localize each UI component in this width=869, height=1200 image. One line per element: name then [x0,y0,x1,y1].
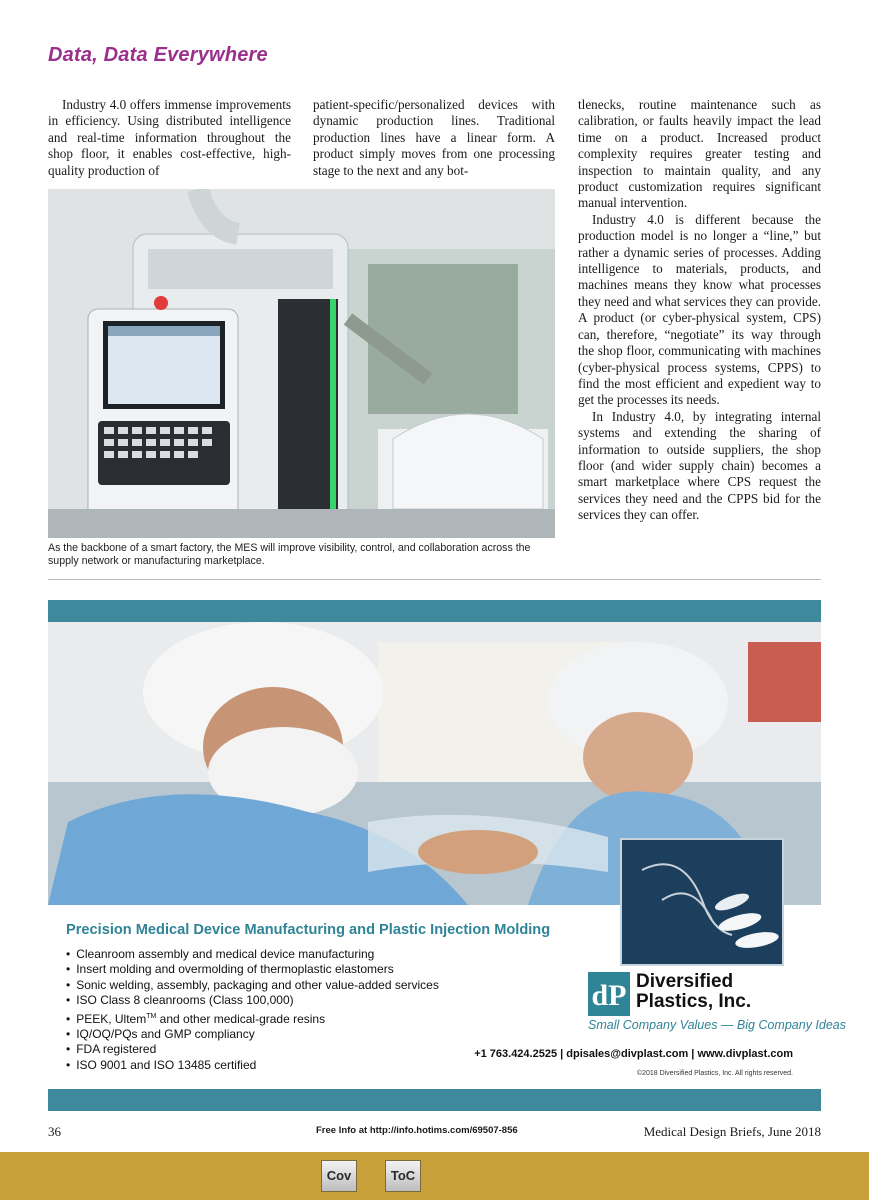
ad-headline: Precision Medical Device Manufacturing and Plastic Injection Molding [66,922,551,938]
device-inset-illustration [622,840,782,964]
ad-bullet: • Insert molding and overmolding of thermoplastic elastomers [66,962,439,977]
mes-terminal-illustration [48,189,555,538]
ad-bullet-text: and other medical-grade resins [156,1011,326,1026]
free-info-link[interactable]: Free Info at http://info.hotims.com/69507-856 [316,1125,518,1136]
ad-bullet: • ISO 9001 and ISO 13485 certified [66,1058,439,1073]
company-name-line: Diversified [636,971,734,992]
section-title: Data, Data Everywhere [48,44,268,66]
ad-bullet: • FDA registered [66,1042,439,1057]
advertisement [48,600,846,1111]
cover-button[interactable]: Cov [321,1160,357,1192]
ad-copyright: ©2018 Diversified Plastics, Inc. All rights reserved. [636,1070,793,1077]
section-divider [48,579,821,580]
article-column-3 [578,97,821,524]
company-name [636,972,751,1012]
article-paragraph: tlenecks, routine maintenance such as calibration, or faults heavily impact the lead time on a product. Increased product complexity requires greater testing and inspection to maintain quality, and any product customization requires significant manual intervention. [578,97,821,211]
toc-button[interactable]: ToC [385,1160,421,1192]
article-column-1 [48,97,291,179]
ad-bullet [66,1009,439,1027]
ad-top-band [48,600,821,622]
ad-bullet-list [66,947,439,1073]
ad-bullet: • IQ/OQ/PQs and GMP compliancy [66,1027,439,1042]
page-number: 36 [48,1124,61,1139]
logo-mark-icon [588,972,630,1016]
article-column-2 [313,97,555,179]
company-name-line: Plastics, Inc. [636,991,752,1012]
photo-caption: As the backbone of a smart factory, the MES will improve visibility, control, and collaboration across the supply network or manufacturing marketplace. [48,542,531,568]
logo-letters: dP [591,979,627,1012]
ad-bullet: • Cleanroom assembly and medical device manufacturing [66,947,439,962]
article-paragraph: In Industry 4.0, by integrating internal systems and extending the sharing of information to outside suppliers, the shop floor (and wider supply chain) becomes a smart marketplace where CPS request the services they need and the CPPS bid for the services they can offer. [578,408,821,523]
ad-contact-line[interactable]: +1 763.424.2525 | dpisales@divplast.com | www.divplast.com [474,1048,793,1060]
ad-bullet: • Sonic welding, assembly, packaging and other value-added services [66,978,439,993]
mes-terminal-photo [48,189,555,538]
device-inset-photo [620,838,784,966]
ad-bullet-text: PEEK, Ultem [76,1011,147,1026]
trademark-mark: TM [146,1012,157,1020]
logo-mark-graphic [588,972,630,1016]
magazine-issue: Medical Design Briefs, June 2018 [643,1124,821,1139]
ad-bullet: • ISO Class 8 cleanrooms (Class 100,000) [66,993,439,1008]
article-paragraph: patient-specific/personalized devices with dynamic production lines. Traditional production lines have a linear form. A product simply moves from one processing stage to the next and any bot- [313,97,555,178]
article-paragraph: Industry 4.0 is different because the production model is no longer a “line,” but rather a dynamic series of processes. Adding intelligence to materials, products, and machines means they know what processes they need and what services they can provide. A product (or cyber-physical system, CPS) can, therefore, “negotiate” its way through the shop floor, communicating with machines (cyber-physical process systems, CPPS) to find the most efficient and expedient way to get the processes its needs. [578,211,821,408]
company-logo [588,971,846,1036]
article-paragraph: Industry 4.0 offers immense improvements in efficiency. Using distributed intelligence and real-time information throughout the shop floor, it enables cost-effective, high-quality production of [48,97,291,178]
navigation-bar [0,1152,869,1200]
ad-bottom-band [48,1089,821,1111]
company-tagline: Small Company Values — Big Company Ideas [588,1018,846,1032]
